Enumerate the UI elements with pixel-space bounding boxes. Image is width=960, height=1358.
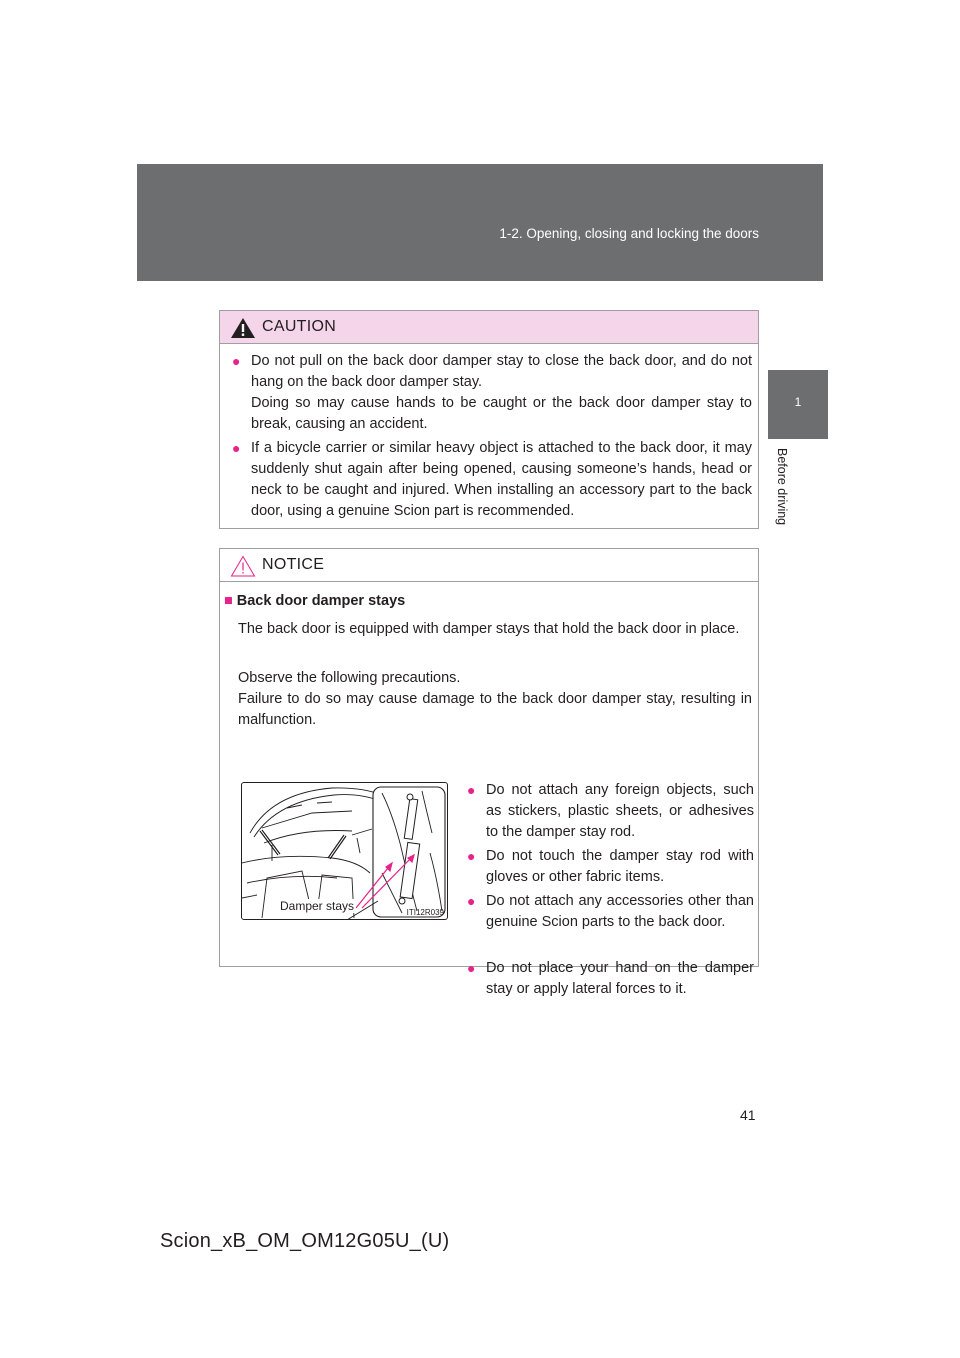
- bullet-icon: ●: [232, 353, 241, 369]
- warning-triangle-outline-icon: [230, 555, 256, 577]
- bullet-icon: ●: [232, 440, 241, 456]
- bullet-icon: ●: [467, 782, 476, 798]
- figure-caption: Damper stays: [280, 899, 355, 913]
- notice-item-text: Do not place your hand on the damper stay or apply lateral forces to it.: [486, 960, 754, 997]
- caution-item: [232, 351, 752, 435]
- notice-paragraph: The back door is equipped with damper stays that hold the back door in place.: [238, 621, 740, 637]
- chapter-tab: [768, 370, 828, 439]
- caution-title: CAUTION: [262, 318, 337, 335]
- bullet-icon: ●: [467, 893, 476, 909]
- notice-subheading: [224, 593, 405, 609]
- caution-item: [232, 438, 752, 522]
- notice-item: [467, 958, 754, 1000]
- page-number: 41: [740, 1107, 756, 1123]
- caution-header: [220, 311, 758, 344]
- notice-item: [467, 891, 754, 933]
- header-band: [137, 164, 823, 281]
- notice-item-text: Do not touch the damper stay rod with gloves or other fabric items.: [486, 848, 754, 885]
- chapter-number: 1: [794, 395, 802, 409]
- notice-title: NOTICE: [262, 556, 325, 573]
- section-title: 1-2. Opening, closing and locking the doors: [499, 226, 759, 241]
- caution-item-text: Do not pull on the back door damper stay to close the back door, and do not hang on the back door damper stay.: [251, 353, 752, 390]
- figure-code: ITI12R039: [406, 908, 444, 917]
- notice-subheading-text: Back door damper stays: [236, 593, 406, 609]
- notice-item: [467, 846, 754, 888]
- notice-paragraph-line: Failure to do so may cause damage to the back door damper stay, resulting in malfunction.: [238, 691, 752, 728]
- chapter-label: Before driving: [775, 448, 789, 526]
- bullet-icon: ●: [467, 960, 476, 976]
- notice-item: [467, 780, 754, 843]
- caution-box: [219, 310, 759, 529]
- notice-box: [219, 548, 759, 997]
- caution-item-text: If a bicycle carrier or similar heavy object is attached to the back door, it may suddenly shut again after being opened, causing someone’s hands, head or neck to be caught and injured. When installing an accessory part to the back door, using a genuine Scion part is recommended.: [251, 440, 752, 519]
- notice-item-text: Do not attach any foreign objects, such as stickers, plastic sheets, or adhesives to the damper stay rod.: [486, 782, 754, 840]
- bullet-icon: ●: [467, 848, 476, 864]
- notice-paragraph-line: Observe the following precautions.: [238, 670, 461, 686]
- document-footer: Scion_xB_OM_OM12G05U_(U): [160, 1230, 450, 1252]
- warning-triangle-icon: [230, 317, 256, 339]
- caution-item-detail: Doing so may cause hands to be caught or the back door damper stay to break, causing an accident.: [251, 395, 752, 432]
- notice-item-text: Do not attach any accessories other than genuine Scion parts to the back door.: [486, 893, 754, 930]
- notice-paragraph: [238, 668, 752, 731]
- damper-stay-illustration: [241, 782, 448, 920]
- square-bullet-icon: ■: [224, 593, 233, 609]
- notice-header: [220, 549, 758, 582]
